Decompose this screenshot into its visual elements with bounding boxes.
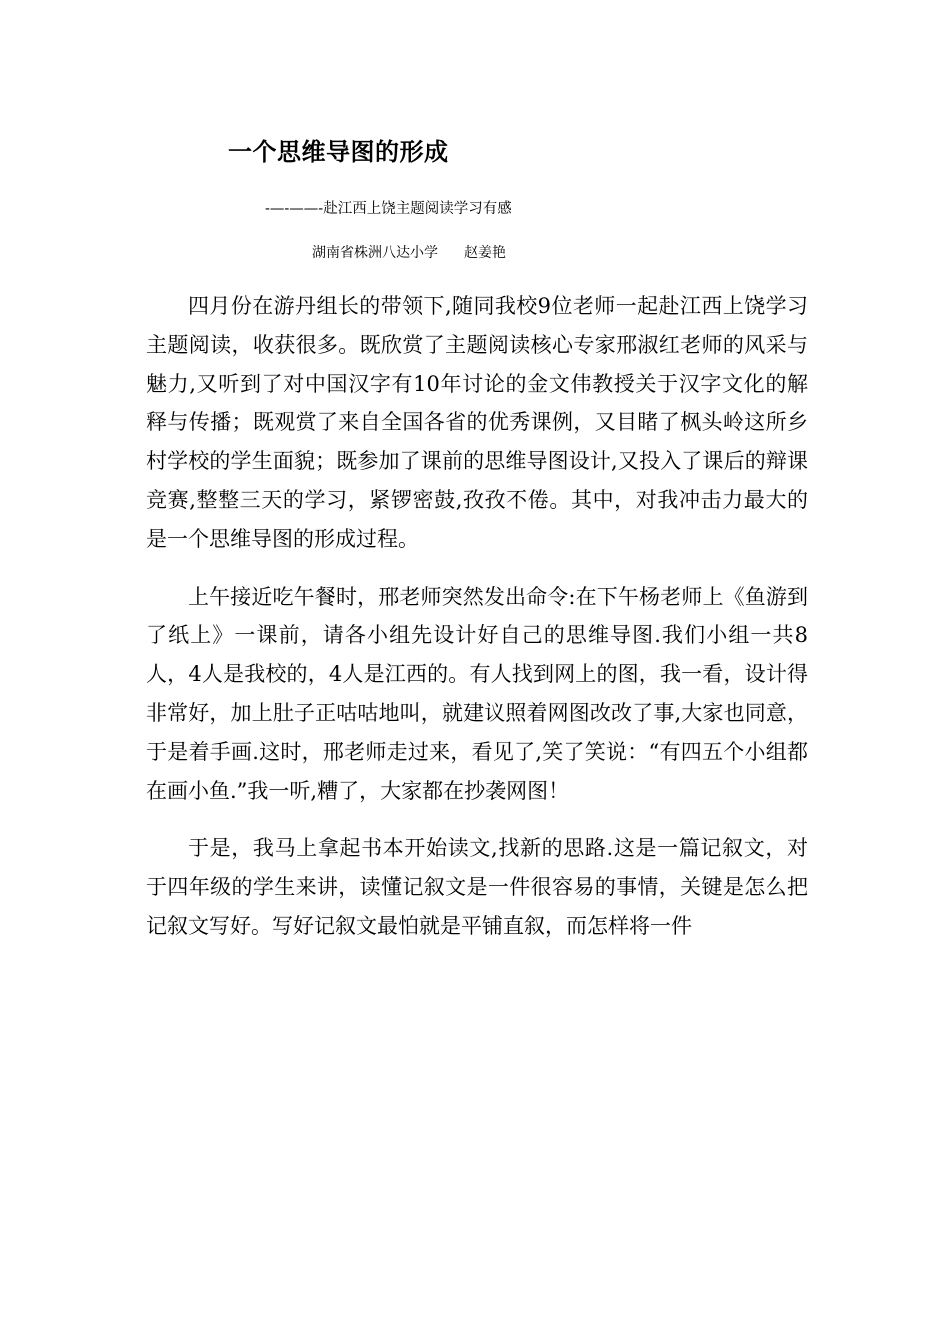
paragraph-1: 四月份在游丹组长的带领下,随同我校9位老师一起赴江西上饶学习主题阅读，收获很多。既欣赏了主题阅读核心专家邢淑红老师的风采与魅力,又听到了对中国汉字有10年讨论的金文伟教授关于汉字文化的解释与传播；既观赏了来自全国各省的优秀课例，又目睹了枫头岭这所乡村学校的学生面貌；既参加了课前的思维导图设计,又投入了课后的辩课竞赛,整整三天的学习，紧锣密鼓,孜孜不倦。其中，对我冲击力最大的是一个思维导图的形成过程。 bbox=[146, 294, 808, 551]
author-line bbox=[312, 242, 506, 264]
document-title: 一个思维导图的形成 bbox=[228, 138, 449, 166]
author-school: 湖南省株洲八达小学 bbox=[312, 245, 438, 261]
document-subtitle: -—-——-赴江西上饶主题阅读学习有感 bbox=[265, 201, 512, 217]
document-body bbox=[146, 287, 808, 965]
paragraph-2: 上午接近吃午餐时，邢老师突然发出命令:在下午杨老师上《鱼游到了纸上》一课前，请各小组先设计好自己的思维导图.我们小组一共8人，4人是我校的，4人是江西的。有人找到网上的图，我一看，设计得非常好，加上肚子正咕咕地叫，就建议照着网图改改了事,大家也同意，于是着手画.这时，邢老师走过来，看见了,笑了笑说：“有四五个小组都在画小鱼.”我一听,糟了，大家都在抄袭网图！ bbox=[146, 584, 808, 803]
author-name: 赵姜艳 bbox=[464, 245, 506, 261]
paragraph-3: 于是，我马上拿起书本开始读文,找新的思路.这是一篇记叙文，对于四年级的学生来讲，读懂记叙文是一件很容易的事情，关键是怎么把记叙文写好。写好记叙文最怕就是平铺直叙，而怎样将一件 bbox=[146, 836, 808, 938]
